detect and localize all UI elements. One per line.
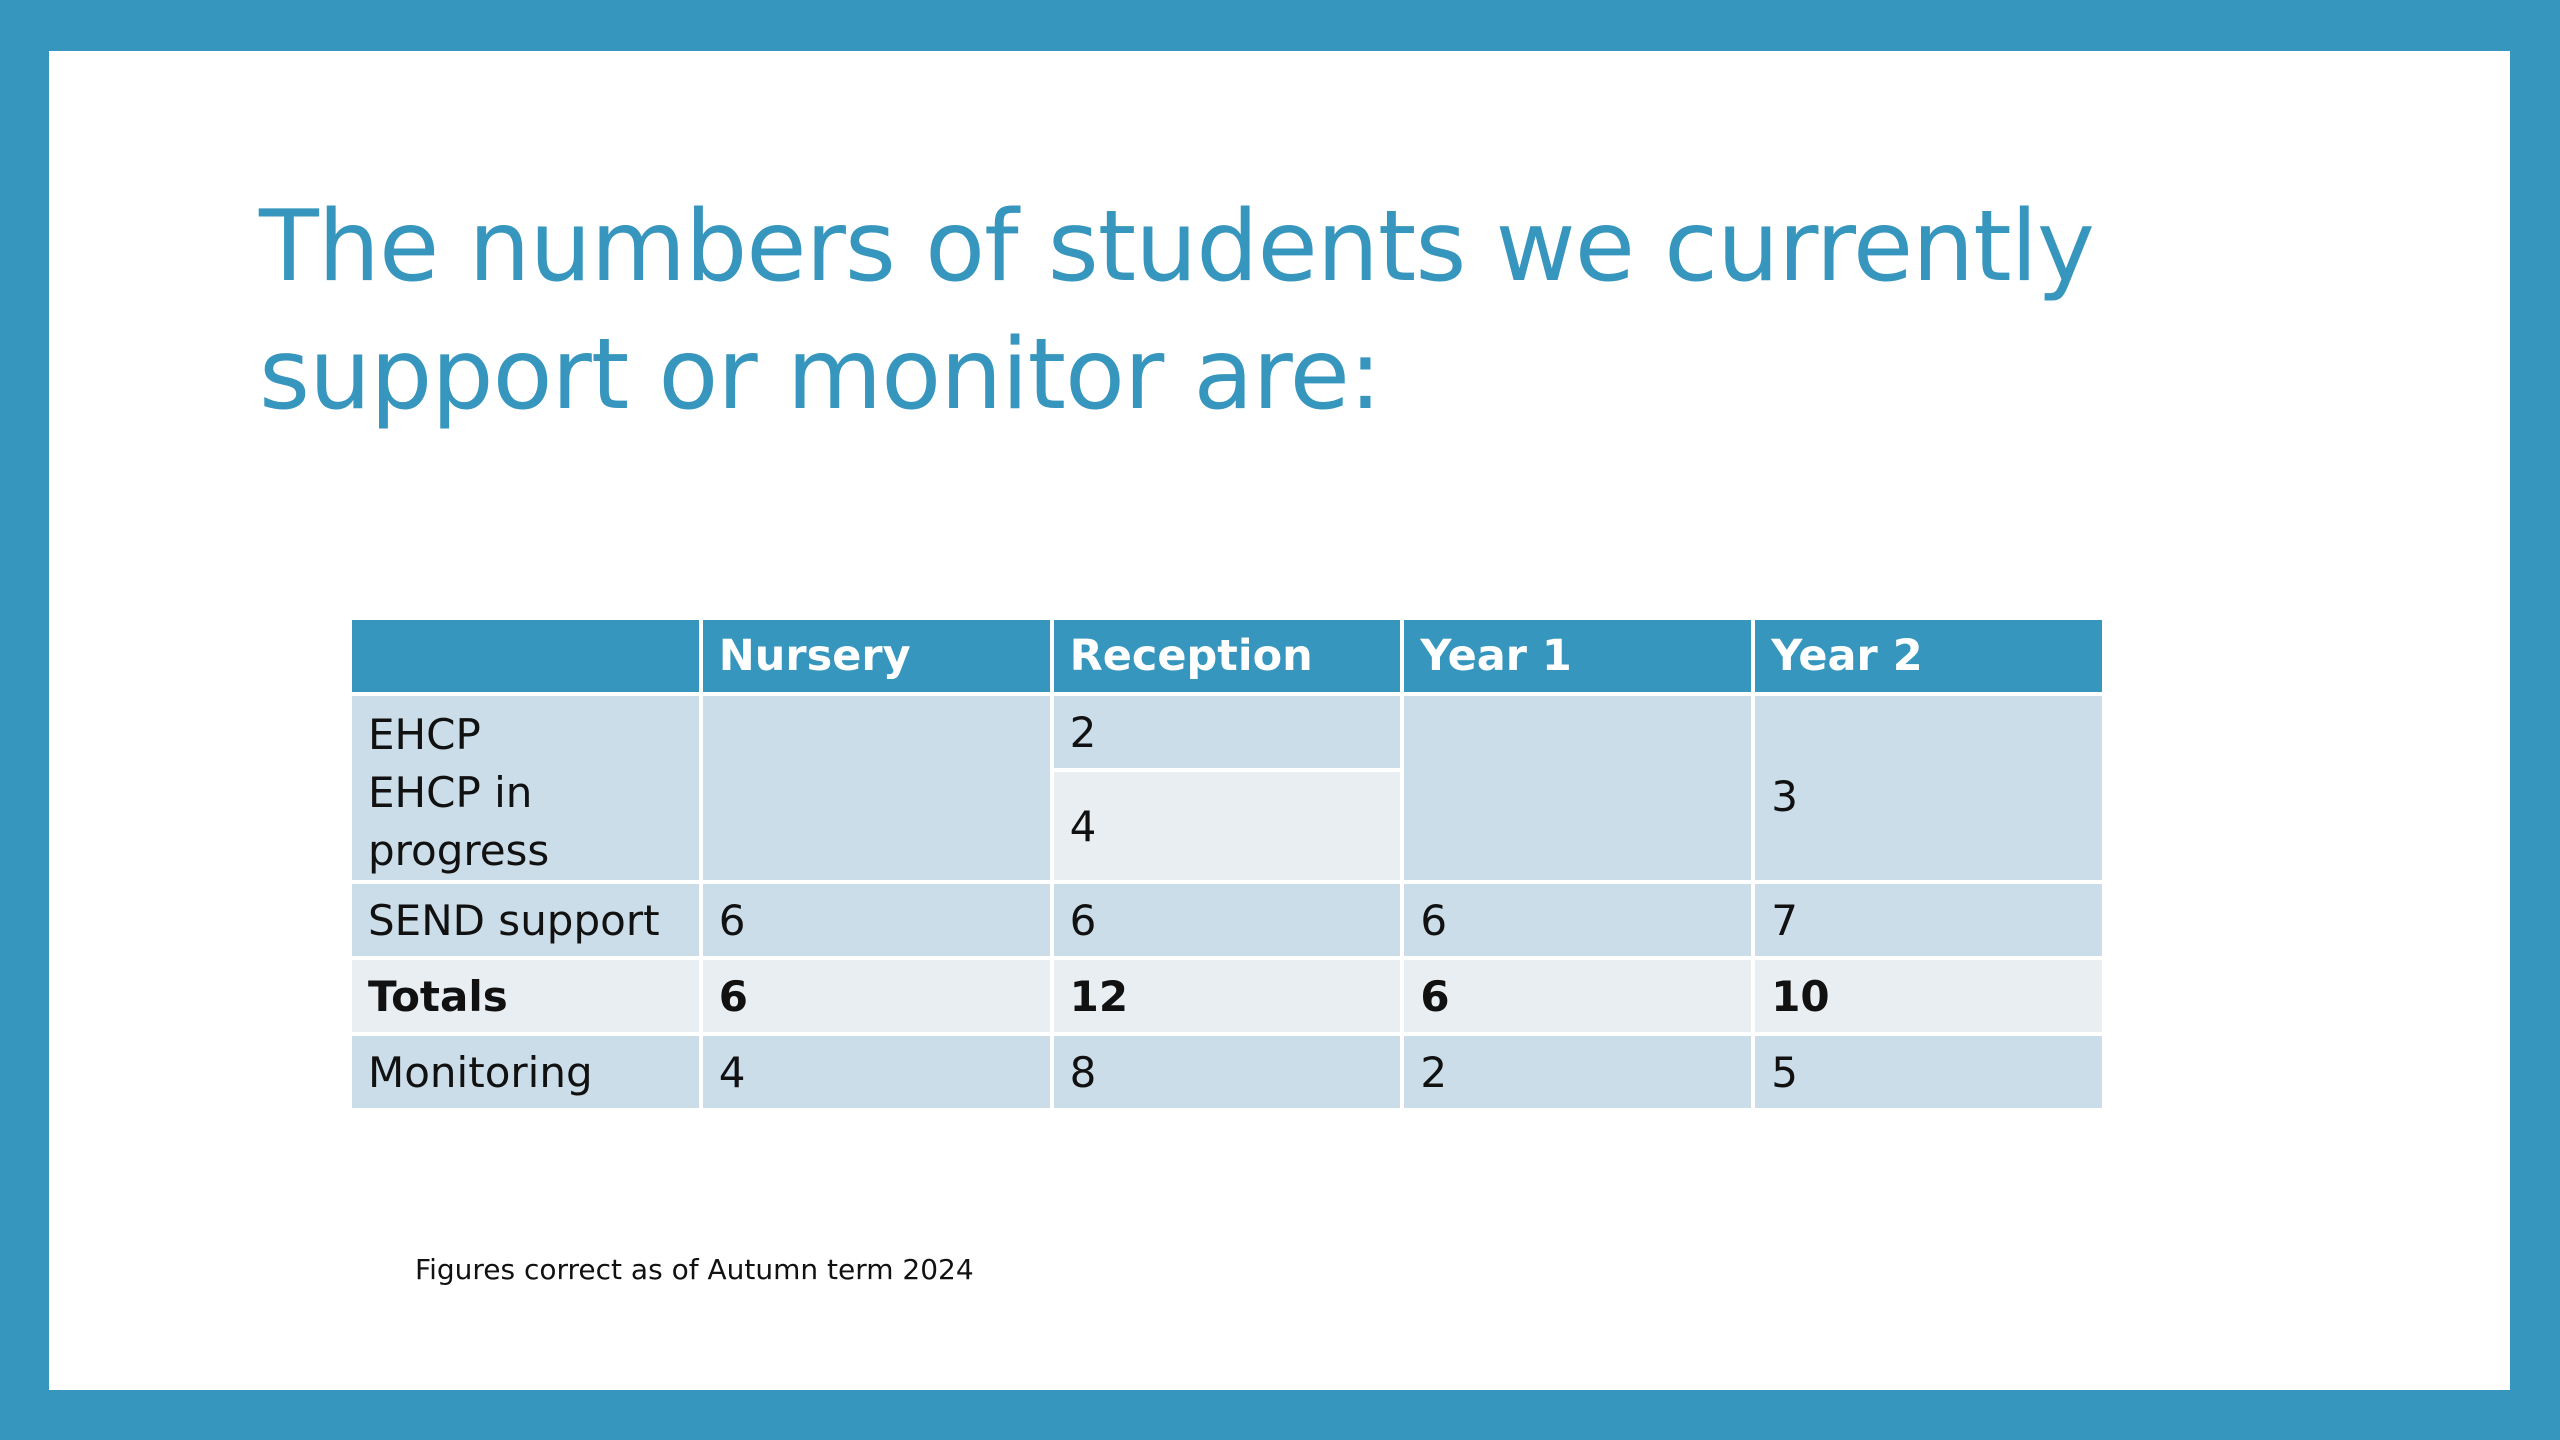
header-year-2: Year 2 bbox=[1755, 620, 2102, 692]
cell-send-year-2: 7 bbox=[1755, 884, 2102, 956]
cell-totals-year-2: 10 bbox=[1755, 960, 2102, 1032]
row-label-totals: Totals bbox=[352, 960, 699, 1032]
cell-totals-reception: 12 bbox=[1054, 960, 1401, 1032]
cell-ehcp-reception: 2 bbox=[1054, 696, 1401, 768]
table-row-totals bbox=[352, 960, 2102, 1032]
cell-monitoring-year-1: 2 bbox=[1404, 1036, 1751, 1108]
cell-monitoring-nursery: 4 bbox=[703, 1036, 1050, 1108]
header-reception: Reception bbox=[1054, 620, 1401, 692]
students-table bbox=[348, 616, 2106, 1112]
header-year-1: Year 1 bbox=[1404, 620, 1751, 692]
cell-send-reception: 6 bbox=[1054, 884, 1401, 956]
table-row-send-support bbox=[352, 884, 2102, 956]
ehcp-label: EHCP bbox=[368, 710, 481, 759]
cell-ehcp-year-1 bbox=[1404, 696, 1751, 880]
table-row-monitoring bbox=[352, 1036, 2102, 1108]
table-row-ehcp bbox=[352, 696, 2102, 768]
row-label-send-support: SEND support bbox=[352, 884, 699, 956]
cell-monitoring-year-2: 5 bbox=[1755, 1036, 2102, 1108]
slide-title: The numbers of students we currently support or monitor are: bbox=[259, 190, 2094, 432]
cell-send-year-1: 6 bbox=[1404, 884, 1751, 956]
students-table-container bbox=[348, 616, 2106, 1112]
header-nursery: Nursery bbox=[703, 620, 1050, 692]
cell-ehcp-nursery bbox=[703, 696, 1050, 880]
row-label-monitoring: Monitoring bbox=[352, 1036, 699, 1108]
header-corner bbox=[352, 620, 699, 692]
cell-ehcp-in-progress-reception: 4 bbox=[1054, 772, 1401, 880]
table-header-row bbox=[352, 620, 2102, 692]
slide bbox=[49, 51, 2510, 1390]
cell-totals-nursery: 6 bbox=[703, 960, 1050, 1032]
row-label-ehcp bbox=[352, 696, 699, 880]
cell-ehcp-year-2: 3 bbox=[1755, 696, 2102, 880]
cell-monitoring-reception: 8 bbox=[1054, 1036, 1401, 1108]
ehcp-in-progress-label: EHCP in progress bbox=[368, 768, 550, 875]
footnote: Figures correct as of Autumn term 2024 bbox=[415, 1253, 974, 1286]
cell-totals-year-1: 6 bbox=[1404, 960, 1751, 1032]
cell-send-nursery: 6 bbox=[703, 884, 1050, 956]
